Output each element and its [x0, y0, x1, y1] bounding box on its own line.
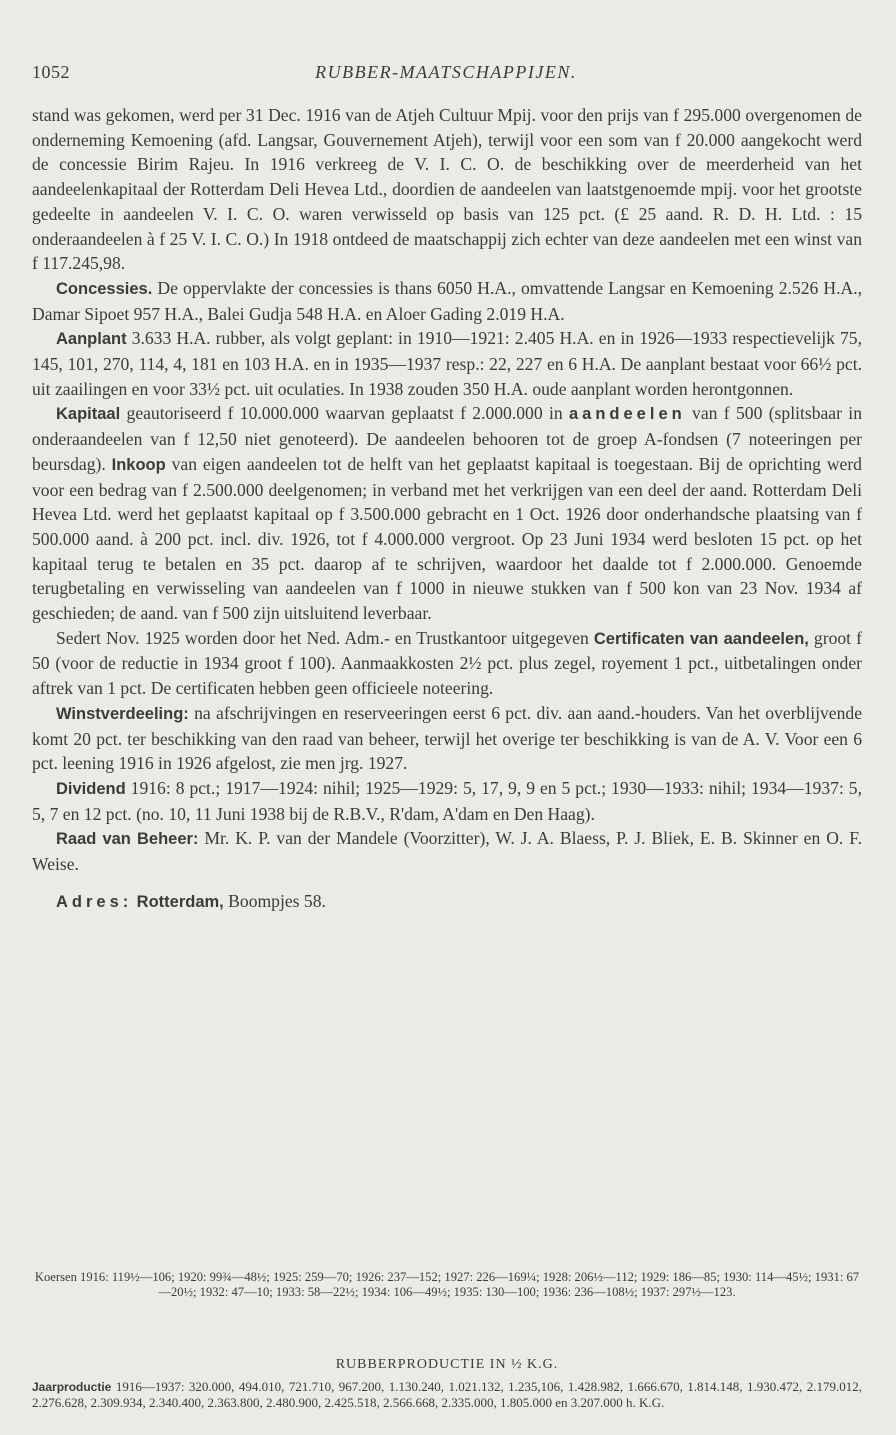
heading-raad: Raad van Beheer: — [56, 830, 199, 849]
running-title: RUBBER-MAATSCHAPPIJEN. — [315, 62, 577, 82]
raad-text: Mr. K. P. van der Mandele (Voorzitter), W. J. A. Blaess, P. J. Bliek, E. B. Skinner en O. F. Weise. — [32, 828, 862, 875]
production-label: Jaarproductie — [32, 1380, 112, 1394]
paragraph-winstverdeeling — [32, 701, 862, 776]
page-number: 1052 — [32, 62, 70, 82]
paragraph-raad — [32, 826, 862, 876]
production-text: 1916—1937: 320.000, 494.010, 721.710, 967.200, 1.130.240, 1.021.132, 1.235,106, 1.428.982, 1.666.670, 1.814.148, 1.930.472, 2.179.012, 2.276.628, 2.309.934, 2.340.400, 2.363.800, 2.480.900, 2.425.518, 2.566.668, 2.335.000, 1.805.000 en 3.207.000 h. K.G. — [32, 1379, 862, 1410]
koersen-block: Koersen 1916: 119½—106; 1920: 99¾—48½; 1925: 259—70; 1926: 237—152; 1927: 226—169¼; 1928: 206½—112; 1929: 186—85; 1930: 114—45½; 1931: 67—20½; 1932: 47—10; 1933: 58—22½; 1934: 106—49½; 1935: 130—100; 1936: 236—108½; 1937: 297½—123. — [34, 1270, 860, 1299]
heading-winstverdeeling: Winstverdeeling: — [56, 704, 189, 723]
adres-text: Boompjes 58. — [223, 890, 326, 911]
dividend-text: 1916: 8 pct.; 1917—1924: nihil; 1925—1929: 5, 17, 9, 9 en 5 pct.; 1930—1933: nihil; 1934—1937: 5, 5, 7 en 12 pct. (no. 10, 11 Juni 1938 bij de R.B.V., R'dam, A'dam en Den Haag). — [32, 777, 862, 824]
paragraph-aanplant — [32, 326, 862, 401]
winst-text: na afschrijvingen en reserveeringen eerst 6 pct. div. aan aand.-houders. Van het overblijvende komt 20 pct. ter beschikking van den raad van beheer, terwijl het overige ter beschikking is van de A. V. Voor een 6 pct. leening 1916 in 1926 afgelost, zie men jrg. 1927. — [32, 702, 862, 774]
concessies-text: De oppervlakte der concessies is thans 6050 H.A., omvattende Langsar en Kemoening 2.526 H.A., Damar Sipoet 957 H.A., Balei Gudja 548 H.A. en Aloer Gading 2.019 H.A. — [32, 277, 862, 324]
heading-aanplant: Aanplant — [56, 330, 127, 349]
kapitaal-aandeelen: aandeelen — [569, 405, 686, 424]
paragraph-kapitaal — [32, 401, 862, 625]
heading-concessies: Concessies. — [56, 279, 153, 298]
production-title: RUBBERPRODUCTIE IN ½ K.G. — [335, 1357, 559, 1372]
cert-text-b: groot f 50 (voor de reductie in 1934 groot f 100). Aanmaakkosten 2½ pct. plus zegel, royement 1 pct., uitbetalingen onder aftrek van 1 pct. De certificaten hebben geen officieele noteering. — [32, 627, 862, 699]
heading-inkoop: Inkoop — [111, 455, 166, 474]
paragraph-concessies — [32, 276, 862, 326]
kapitaal-text-a: geautoriseerd f 10.000.000 waarvan geplaatst f 2.000.000 in — [120, 403, 569, 424]
paragraph-history: stand was gekomen, werd per 31 Dec. 1916 van de Atjeh Cultuur Mpij. voor den prijs van f 295.000 overgenomen de onderneming Kemoening (afd. Langsar, Gouvernement Atjeh), terwijl voor een som van f 20.000 aangekocht werd de concessie Birim Rajeu. In 1916 verkreeg de V. I. C. O. de beschikking over de meerderheid van het aandeelenkapitaal der Rotterdam Deli Hevea Ltd., doordien de aandeelen van laatstgenoemde mpij. voor het grootste gedeelte in aandeelen V. I. C. O. waren verwisseld op basis van 125 pct. (£ 25 aand. R. D. H. Ltd. : 15 onderaandeelen à f 25 V. I. C. O.) In 1918 ontdeed de maatschappij zich echter van deze aandeelen met een winst van f 117.245,98. — [32, 105, 862, 274]
heading-adres: Adres: — [56, 892, 133, 911]
production-block — [32, 1379, 862, 1411]
heading-dividend: Dividend — [56, 779, 126, 798]
spacer — [32, 877, 862, 889]
heading-kapitaal: Kapitaal — [56, 405, 121, 424]
adres-city: Rotterdam, — [136, 892, 224, 911]
kapitaal-text-c: van eigen aandeelen tot de helft van het geplaatst kapitaal is toegestaan. Bij de oprichting werd voor een bedrag van f 2.500.000 deelgenomen; in verband met het verkrijgen van een deel der aand. Rotterdam Deli Hevea Ltd. werd het geplaatst kapitaal op f 3.500.000 gebracht en 1 Oct. 1926 door onderhandsche plaatsing van f 500.000 aand. à 200 pct. incl. div. 1926, tot f 4.000.000 vergroot. Op 23 Juni 1934 werd besloten 15 pct. op het kapitaal terug te betalen en 35 pct. daarop af te schrijven, waardoor het daalde tot f 2.000.000. Genoemde terugbetaling en verwisseling van aandeelen van f 1000 in nieuwe stukken van f 500 kon van 23 Nov. 1934 af geschieden; de aand. van f 500 zijn uitsluitend leverbaar. — [32, 453, 862, 624]
heading-certificaten: Certificaten van aandeelen, — [593, 629, 809, 648]
paragraph-adres — [32, 889, 862, 915]
paragraph-dividend — [32, 776, 862, 826]
article-body — [32, 103, 862, 915]
kapitaal-text-b: van f 500 (splitsbaar in onderaandeelen van f 12,50 niet genoteerd). De aandeelen behooren tot de groep A-fondsen (7 noteeringen per beursdag). — [32, 403, 862, 474]
cert-text-a: Sedert Nov. 1925 worden door het Ned. Adm.- en Trustkantoor uitgegeven — [56, 627, 594, 648]
paragraph-certificaten — [32, 626, 862, 701]
aanplant-text: 3.633 H.A. rubber, als volgt geplant: in 1910—1921: 2.405 H.A. en in 1926—1933 respectievelijk 75, 145, 101, 270, 114, 4, 181 en 103 H.A. en in 1935—1937 resp.: 22, 227 en 6 H.A. De aanplant bestaat voor 66½ pct. uit zaailingen en voor 33½ pct. uit oculaties. In 1938 zouden 350 H.A. oude aanplant worden herontgonnen. — [32, 328, 862, 399]
